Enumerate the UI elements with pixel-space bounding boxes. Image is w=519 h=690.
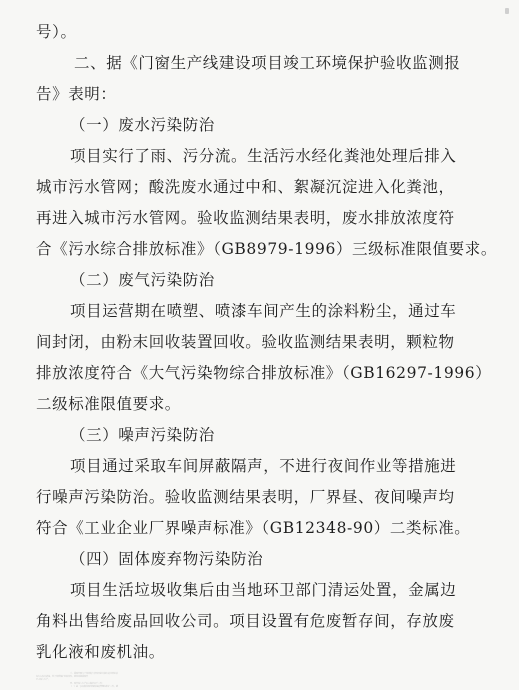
subsection-heading: （三）噪声污染防治 [70, 426, 215, 444]
text-line: 号）。 [36, 23, 77, 41]
text-line: 城市污水管网；酸洗废水通过中和、絮凝沉淀进入化粪池， [36, 178, 455, 196]
text-line: （一）进一步加强各项环保设施的管理和维护工作，确 [70, 685, 119, 688]
text-line: 项目运营期在喷塑、喷漆车间产生的涂料粉尘，通过车 [70, 302, 457, 320]
text-line: 二级标准限值要求。 [36, 395, 181, 413]
text-line: 行噪声污染防治。验收监测结果表明，厂界昼、夜间噪声均 [36, 488, 455, 506]
text-line: 项目通过采取车间屏蔽隔声，不进行夜间作业等措施进 [70, 457, 457, 475]
text-line: 符合《工业企业厂界噪声标准》（GB12348-90）二类标准。 [36, 519, 471, 537]
text-line: 项目实行了雨、污分流。生活污水经化粪池处理后排入 [70, 147, 457, 165]
text-line: 四、项目投入生产后应做好以下工作： [70, 682, 105, 685]
text-line: 正式投入生产。 [36, 679, 51, 682]
scan-mark [505, 8, 509, 14]
subsection-heading: （二）废气污染防治 [70, 271, 215, 289]
text-line: 三、该项目落实了环评报告表及其批复提出的污染防治 [70, 673, 119, 675]
text-line: 和生态恢复措施，符合环境保护验收条件，我局同意该项目 [36, 676, 89, 679]
text-line: 乳化液和废机油。 [36, 643, 165, 661]
text-line: 间封闭，由粉末回收装置回收。验收监测结果表明，颗粒物 [36, 333, 455, 351]
section-heading: 二、据《门窗生产线建设项目竣工环境保护验收监测报 [74, 54, 461, 72]
subsection-heading: （四）固体废弃物污染防治 [70, 550, 264, 568]
text-line: 项目生活垃圾收集后由当地环卫部门清运处置，金属边 [70, 581, 457, 599]
text-line: 角料出售给废品回收公司。项目设置有危废暂存间，存放废 [36, 612, 455, 630]
text-line: 合《污水综合排放标准》（GB8979-1996）三级标准限值要求。 [36, 240, 497, 258]
text-line: 排放浓度符合《大气污染物综合排放标准》（GB16297-1996） [36, 364, 492, 382]
text-line: 告》表明： [36, 85, 117, 103]
subsection-heading: （一）废水污染防治 [70, 116, 215, 134]
text-line: 再进入城市污水管网。验收监测结果表明，废水排放浓度符 [36, 209, 455, 227]
